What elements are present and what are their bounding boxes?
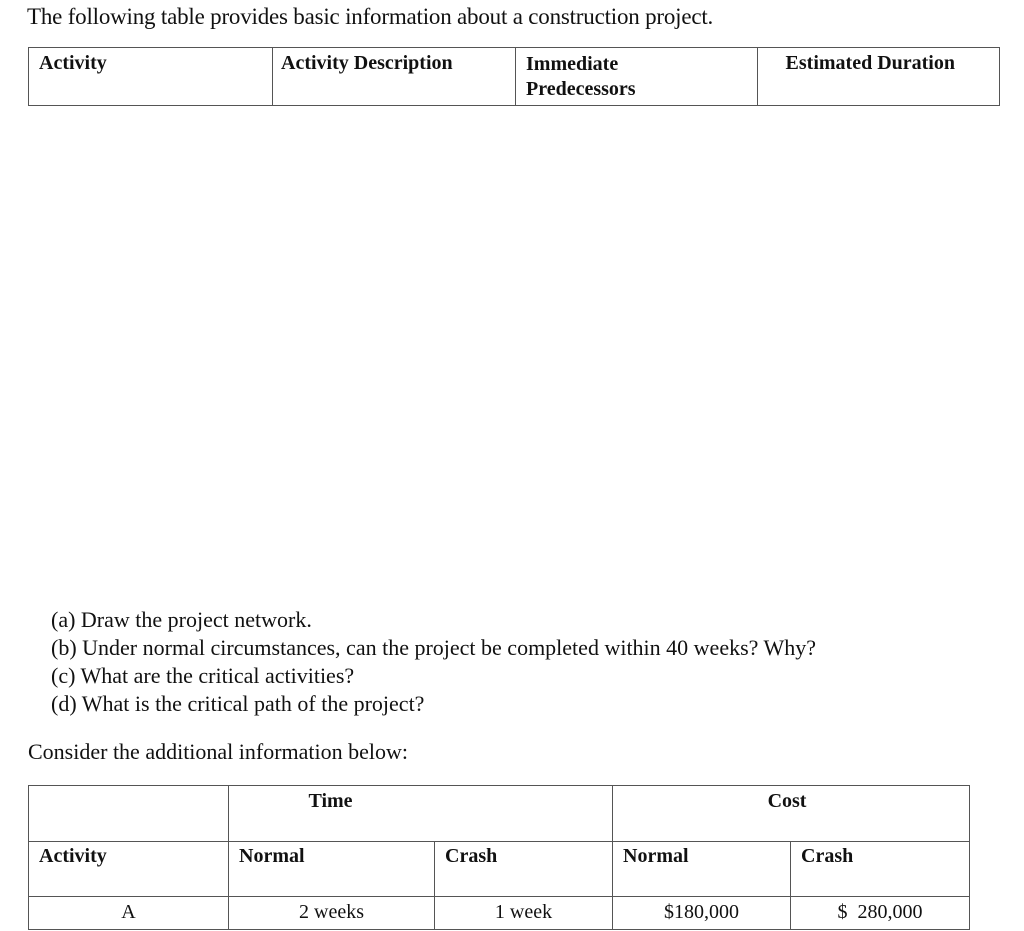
question-d: (d) What is the critical path of the project?: [51, 691, 425, 716]
activity-table: [28, 47, 1000, 106]
header-predecessors: [516, 48, 758, 106]
crash-table-row: [29, 897, 970, 930]
crash-header-cost-normal: Normal: [613, 842, 791, 897]
crash-row-cost-normal: $180,000: [613, 897, 791, 930]
crash-row-time-crash: 1 week: [435, 897, 613, 930]
crash-table: [28, 785, 970, 930]
intro-text: The following table provides basic information about a construction project.: [27, 4, 714, 29]
question-b: (b) Under normal circumstances, can the project be completed within 40 weeks? Why?: [51, 635, 817, 660]
header-duration: Estimated Duration: [758, 48, 1000, 106]
header-description: Activity Description: [273, 48, 516, 106]
group-time: Time: [229, 786, 613, 842]
crash-row-cost-crash: $ 280,000: [791, 897, 970, 930]
consider-text: Consider the additional information below:: [28, 739, 409, 764]
question-c: (c) What are the critical activities?: [51, 663, 355, 688]
crash-header-time-normal: Normal: [229, 842, 435, 897]
crash-row-time-normal: 2 weeks: [229, 897, 435, 930]
crash-header-cost-crash: Crash: [791, 842, 970, 897]
question-a: (a) Draw the project network.: [51, 607, 312, 632]
header-activity: Activity: [29, 48, 273, 106]
questions: [51, 606, 816, 718]
crash-header-time-crash: Crash: [435, 842, 613, 897]
group-cost: Cost: [613, 786, 970, 842]
crash-header-activity: Activity: [29, 842, 229, 897]
activity-table-header: [29, 48, 1000, 106]
crash-table-corner: [29, 786, 229, 842]
crash-row-activity: A: [29, 897, 229, 930]
header-predecessors-text: Immediate Predecessors: [526, 53, 636, 100]
